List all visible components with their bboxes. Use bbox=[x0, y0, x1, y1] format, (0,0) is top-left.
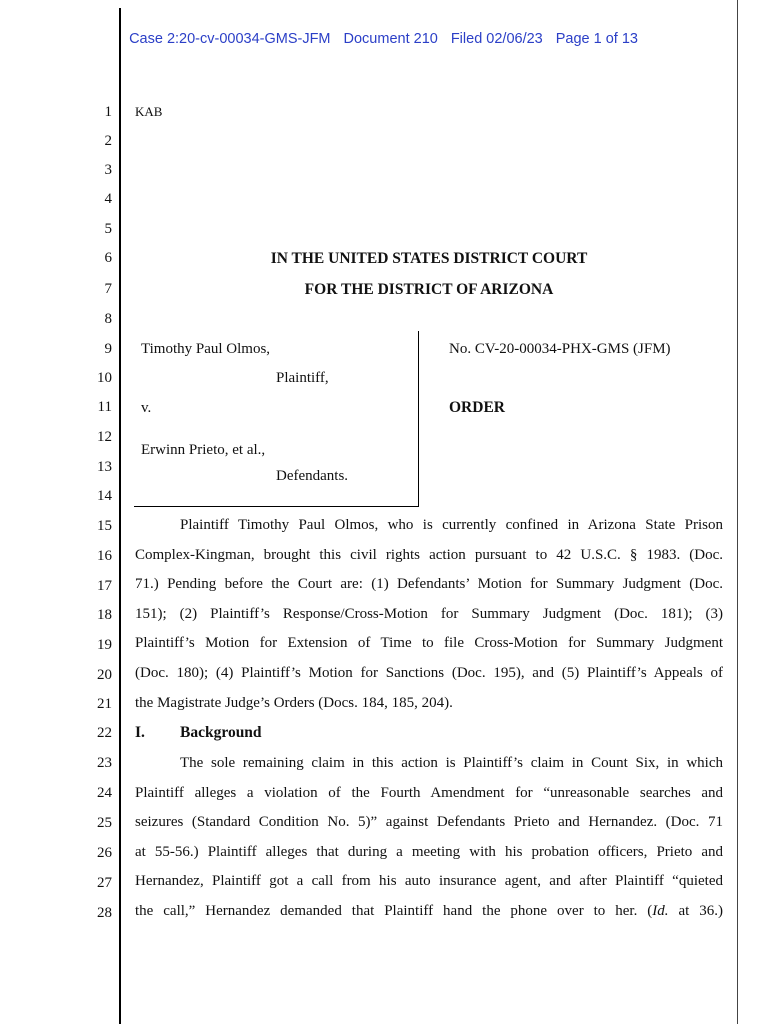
line-number: 20 bbox=[97, 667, 112, 683]
line-number: 3 bbox=[104, 162, 112, 178]
intro-paragraph bbox=[135, 511, 723, 718]
line-number: 12 bbox=[97, 429, 112, 445]
intro-line: 71.) Pending before the Court are: (1) Defendants’ Motion for Summary Judgment (Doc. bbox=[135, 576, 723, 593]
section-number: I. bbox=[135, 724, 145, 741]
intro-line: Complex-Kingman, brought this civil rights action pursuant to 42 U.S.C. § 1983. (Doc. bbox=[135, 546, 723, 563]
line-number: 13 bbox=[97, 459, 112, 475]
background-line-final bbox=[135, 897, 723, 927]
line-number: 7 bbox=[104, 281, 112, 297]
line-number: 18 bbox=[97, 607, 112, 623]
line-number: 6 bbox=[104, 250, 112, 266]
line-number: 28 bbox=[97, 905, 112, 921]
caption-divider-horizontal bbox=[134, 506, 419, 507]
line-number: 9 bbox=[104, 341, 112, 357]
initials: KAB bbox=[135, 104, 163, 119]
case-number-stamp: Case 2:20-cv-00034-GMS-JFM bbox=[129, 31, 331, 47]
section-title: Background bbox=[180, 724, 262, 741]
versus: v. bbox=[141, 400, 152, 416]
line-number: 2 bbox=[104, 133, 112, 149]
court-name: IN THE UNITED STATES DISTRICT COURT bbox=[270, 250, 588, 267]
line-number: 4 bbox=[104, 191, 112, 207]
defendant-label: Defendants. bbox=[276, 468, 349, 484]
intro-line: (Doc. 180); (4) Plaintiff’s Motion for Sanctions (Doc. 195), and (5) Plaintiff’s Appeals of bbox=[135, 664, 723, 681]
line-number: 14 bbox=[97, 488, 112, 504]
document-number-stamp: Document 210 bbox=[343, 31, 438, 47]
case-number: No. CV-20-00034-PHX-GMS (JFM) bbox=[449, 341, 671, 357]
line-number: 22 bbox=[97, 725, 112, 741]
background-line: seizures (Standard Condition No. 5)” against Defendants Prieto and Hernandez. (Doc. 71 bbox=[135, 814, 723, 831]
line-number: 21 bbox=[97, 696, 112, 712]
plaintiff-label: Plaintiff, bbox=[276, 370, 329, 386]
line-number: 24 bbox=[97, 785, 112, 801]
background-line: The sole remaining claim in this action is Plaintiff’s claim in Count Six, in which bbox=[180, 755, 723, 771]
court-district: FOR THE DISTRICT OF ARIZONA bbox=[304, 281, 554, 298]
defendant-name: Erwinn Prieto, et al., bbox=[141, 442, 266, 458]
line-number: 11 bbox=[97, 399, 112, 415]
caption-divider-vertical bbox=[418, 331, 419, 507]
filed-date-stamp: Filed 02/06/23 bbox=[450, 31, 543, 47]
background-line: Plaintiff alleges a violation of the Fourth Amendment for “unreasonable searches and bbox=[135, 784, 723, 801]
page-count-stamp: Page 1 of 13 bbox=[555, 31, 638, 47]
line-number: 15 bbox=[97, 518, 112, 534]
background-line: at 55-56.) Plaintiff alleges that during a meeting with his probation officers, Prieto and bbox=[135, 843, 723, 860]
final-line-cite: at 36.) bbox=[668, 902, 723, 919]
left-margin-rule bbox=[119, 8, 121, 1024]
line-number: 17 bbox=[97, 578, 112, 594]
line-number: 8 bbox=[104, 311, 112, 327]
line-number: 16 bbox=[97, 548, 112, 564]
line-number: 5 bbox=[104, 221, 112, 237]
line-number: 23 bbox=[97, 755, 112, 771]
background-line: Hernandez, Plaintiff got a call from his auto insurance agent, and after Plaintiff “quieted bbox=[135, 873, 723, 890]
id-citation: Id. bbox=[652, 902, 669, 919]
filing-header bbox=[121, 15, 651, 47]
intro-line: the Magistrate Judge’s Orders (Docs. 184, 185, 204). bbox=[135, 694, 453, 711]
intro-line: Plaintiff Timothy Paul Olmos, who is currently confined in Arizona State Prison bbox=[180, 517, 723, 533]
line-number: 26 bbox=[97, 845, 112, 861]
line-number: 1 bbox=[104, 104, 112, 120]
line-number: 25 bbox=[97, 815, 112, 831]
final-line-text: the call,” Hernandez demanded that Plaintiff hand the phone over to her. ( bbox=[135, 902, 653, 919]
intro-line: 151); (2) Plaintiff’s Response/Cross-Motion for Summary Judgment (Doc. 181); (3) bbox=[135, 605, 723, 622]
document-title: ORDER bbox=[449, 399, 505, 416]
line-number: 10 bbox=[97, 370, 112, 386]
line-number: 19 bbox=[97, 637, 112, 653]
line-number: 27 bbox=[97, 875, 112, 891]
background-paragraph bbox=[135, 749, 723, 927]
plaintiff-name: Timothy Paul Olmos, bbox=[141, 341, 271, 357]
intro-line: Plaintiff’s Motion for Extension of Time to file Cross-Motion for Summary Judgment bbox=[135, 635, 723, 652]
right-margin-rule bbox=[737, 0, 738, 1024]
